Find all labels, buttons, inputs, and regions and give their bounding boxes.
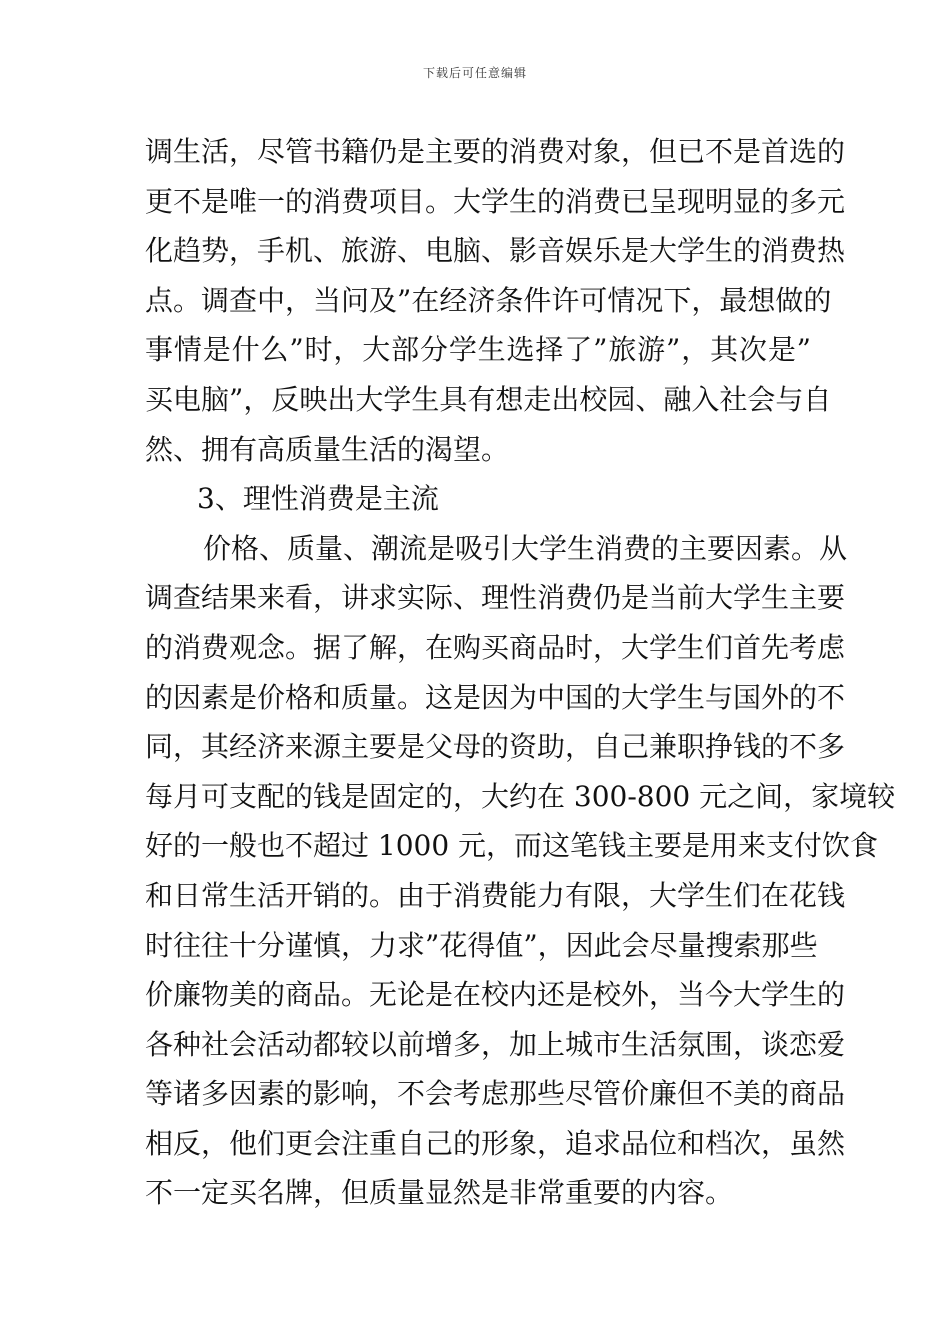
text-line: 好的一般也不超过 1000 元，而这笔钱主要是用来支付饮食	[145, 829, 879, 863]
text-line: 的因素是价格和质量。这是因为中国的大学生与国外的不	[145, 680, 846, 714]
text-line: 每月可支配的钱是固定的，大约在 300-800 元之间，家境较	[145, 779, 896, 813]
document-body	[145, 127, 896, 1218]
text-line: 不一定买名牌，但质量显然是非常重要的内容。	[145, 1176, 734, 1210]
text-line: 然、拥有高质量生活的渴望。	[145, 432, 510, 466]
text-line: 调查结果来看，讲求实际、理性消费仍是当前大学生主要	[145, 581, 846, 615]
page-header: 下载后可任意编辑	[422, 66, 527, 80]
text-line: 时往往十分谨慎，力求”花得值”，因此会尽量搜索那些	[145, 928, 818, 962]
text-line: 价格、质量、潮流是吸引大学生消费的主要因素。从	[203, 531, 848, 565]
text-line: 化趋势，手机、旅游、电脑、影音娱乐是大学生的消费热	[145, 234, 846, 268]
text-line: 更不是唯一的消费项目。大学生的消费已呈现明显的多元	[145, 184, 846, 218]
text-line: 各种社会活动都较以前增多，加上城市生活氛围，谈恋爱	[145, 1027, 846, 1061]
text-line: 的消费观念。据了解，在购买商品时，大学生们首先考虑	[145, 630, 846, 664]
text-line: 调生活，尽管书籍仍是主要的消费对象，但已不是首选的	[145, 135, 846, 168]
paragraph	[145, 524, 896, 1218]
paragraph	[145, 127, 846, 474]
text-line: 同，其经济来源主要是父母的资助，自己兼职挣钱的不多	[145, 730, 846, 764]
text-line: 价廉物美的商品。无论是在校内还是校外，当今大学生的	[145, 978, 846, 1012]
text-line: 和日常生活开销的。由于消费能力有限，大学生们在花钱	[145, 878, 846, 912]
section-heading: 3、理性消费是主流	[197, 482, 439, 516]
text-line: 事情是什么”时，大部分学生选择了”旅游”，其次是”	[145, 333, 811, 367]
text-line: 买电脑”，反映出大学生具有想走出校园、融入社会与自	[145, 382, 832, 416]
text-line: 相反，他们更会注重自己的形象，追求品位和档次，虽然	[145, 1126, 846, 1160]
text-line: 点。调查中，当问及”在经济条件许可情况下，最想做的	[145, 283, 832, 317]
text-line: 等诸多因素的影响，不会考虑那些尽管价廉但不美的商品	[145, 1077, 846, 1111]
